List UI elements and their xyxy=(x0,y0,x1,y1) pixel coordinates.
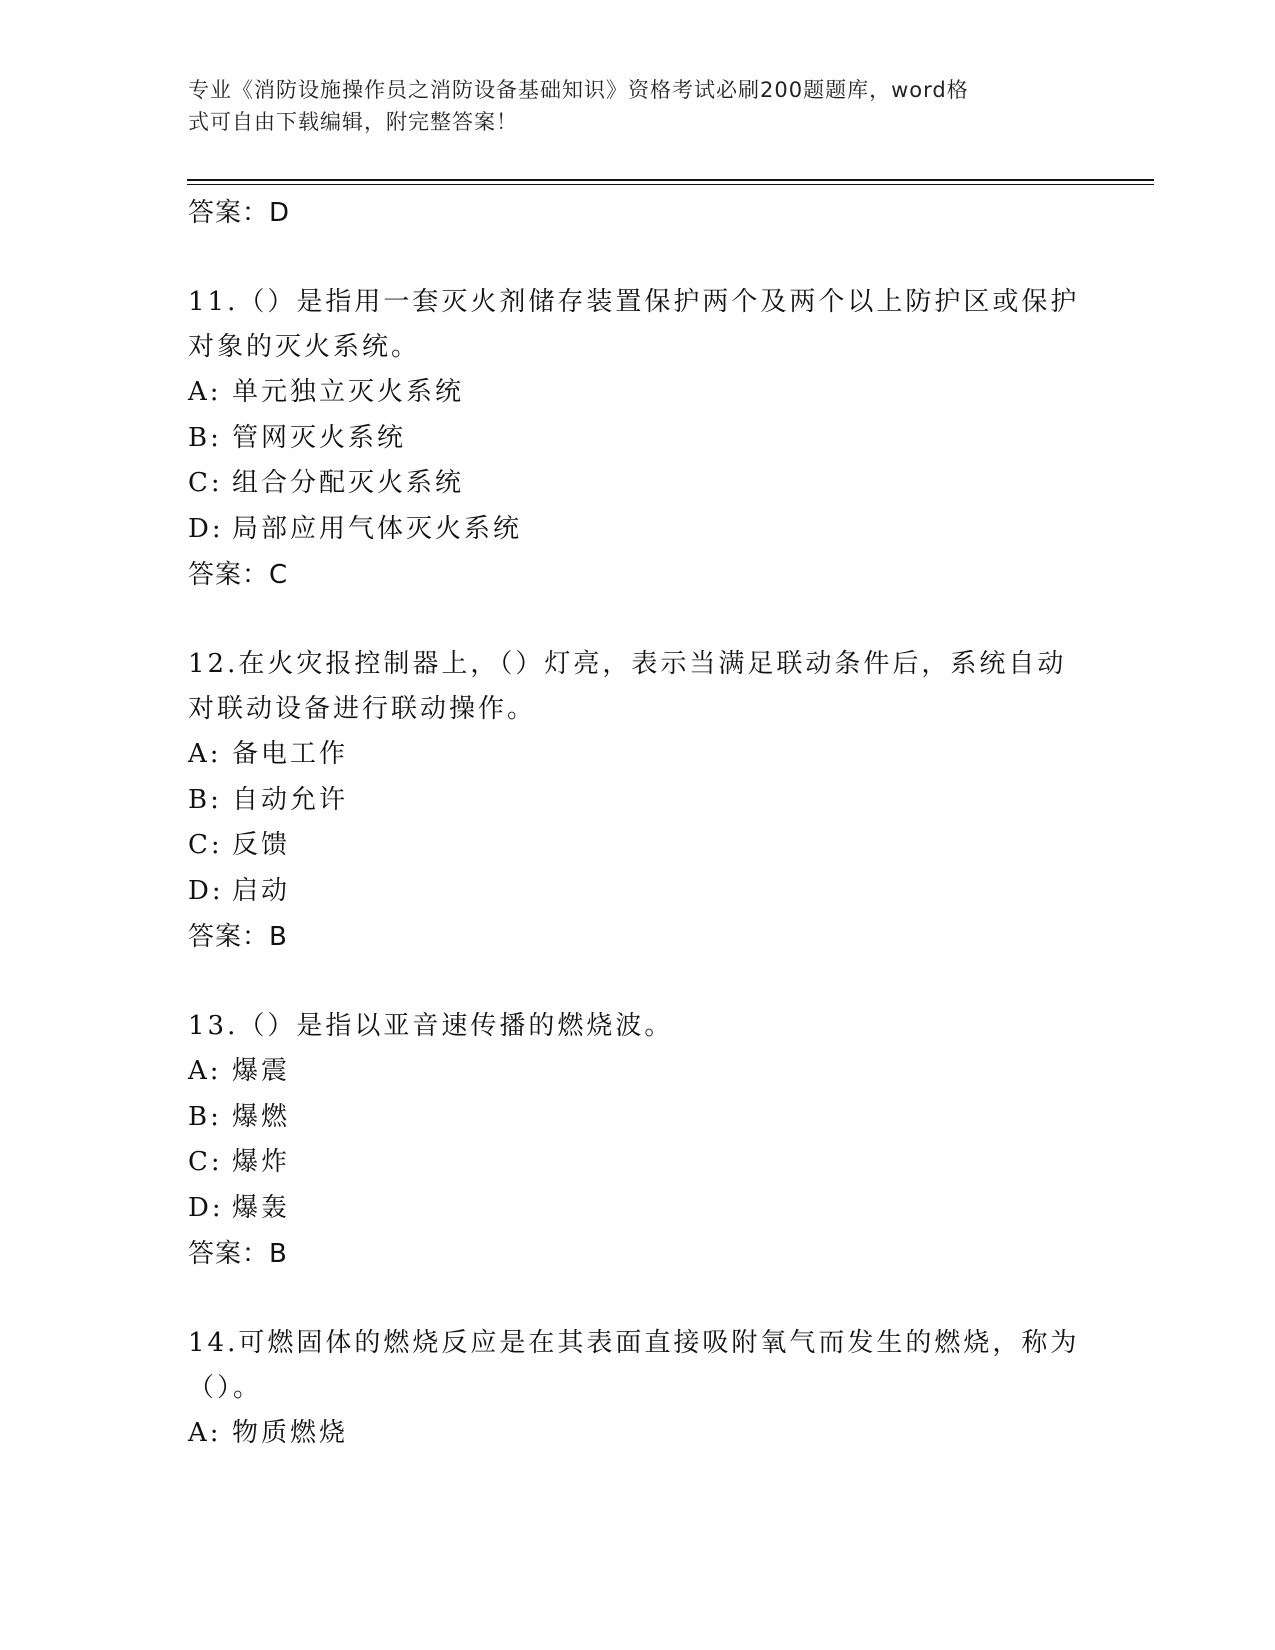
option-key: C: xyxy=(188,830,223,860)
question-stem: 13.（）是指以亚音速传播的燃烧波。 xyxy=(188,1011,674,1041)
question-item xyxy=(188,642,1088,960)
answer-line: 答案：C xyxy=(188,560,289,590)
option-key: D: xyxy=(188,875,224,906)
option-c xyxy=(188,1140,1088,1186)
option-d xyxy=(188,507,1088,553)
option-text: 启动 xyxy=(232,875,291,906)
option-key: C: xyxy=(188,1147,223,1177)
option-key: B: xyxy=(188,1101,222,1132)
option-b xyxy=(188,1095,1088,1141)
header-divider-thick xyxy=(187,179,1154,181)
option-text: 自动允许 xyxy=(232,784,349,815)
answer-line: 答案：B xyxy=(188,922,288,952)
option-key: B: xyxy=(188,422,222,453)
header-divider-thin xyxy=(187,184,1154,185)
question-stem: 14.可燃固体的燃烧反应是在其表面直接吸附氧气而发生的燃烧，称为 xyxy=(188,1328,1080,1358)
question-stem-continued: 对象的灭火系统。 xyxy=(188,332,421,362)
option-text: 备电工作 xyxy=(232,739,349,769)
option-key: A: xyxy=(188,739,222,769)
question-stem: 12.在火灾报控制器上，（）灯亮，表示当满足联动条件后，系统自动 xyxy=(188,649,1067,679)
question-item xyxy=(188,1321,1088,1457)
option-b xyxy=(188,416,1088,462)
question-stem: 11.（）是指用一套灭火剂储存装置保护两个及两个以上防护区或保护 xyxy=(188,287,1080,317)
option-text: 单元独立灭火系统 xyxy=(232,377,465,407)
option-a xyxy=(188,1049,1088,1095)
option-key: A: xyxy=(188,1418,222,1448)
option-key: A: xyxy=(188,377,222,407)
option-text: 爆轰 xyxy=(232,1192,291,1223)
option-c xyxy=(188,461,1088,507)
question-item xyxy=(188,1004,1088,1277)
option-text: 管网灭火系统 xyxy=(232,422,407,453)
option-a xyxy=(188,732,1088,778)
option-d xyxy=(188,1186,1088,1232)
question-stem-continued: 对联动设备进行联动操作。 xyxy=(188,694,537,724)
document-header xyxy=(188,74,1088,138)
question-item xyxy=(188,280,1088,598)
option-key: A: xyxy=(188,1056,222,1086)
header-line-1: 专业《消防设施操作员之消防设备基础知识》资格考试必刷200题题库，word格 xyxy=(188,78,969,102)
option-text: 组合分配灭火系统 xyxy=(232,468,465,498)
option-key: D: xyxy=(188,1192,224,1223)
answer-line: 答案：B xyxy=(188,1239,288,1269)
option-key: D: xyxy=(188,513,224,544)
option-text: 局部应用气体灭火系统 xyxy=(232,513,523,544)
option-a xyxy=(188,1411,1088,1457)
header-line-2: 式可自由下载编辑，附完整答案！ xyxy=(188,110,518,134)
option-text: 反馈 xyxy=(232,830,291,860)
option-text: 爆燃 xyxy=(232,1101,291,1132)
option-key: B: xyxy=(188,784,222,815)
question-list xyxy=(188,190,1088,1457)
option-key: C: xyxy=(188,468,223,498)
question-stem-continued: （）。 xyxy=(188,1373,263,1403)
option-text: 爆震 xyxy=(232,1056,291,1086)
option-c xyxy=(188,823,1088,869)
option-b xyxy=(188,778,1088,824)
answer-line: 答案：D xyxy=(188,198,291,228)
option-text: 物质燃烧 xyxy=(232,1418,349,1448)
option-a xyxy=(188,370,1088,416)
option-text: 爆炸 xyxy=(232,1147,291,1177)
option-d xyxy=(188,869,1088,915)
